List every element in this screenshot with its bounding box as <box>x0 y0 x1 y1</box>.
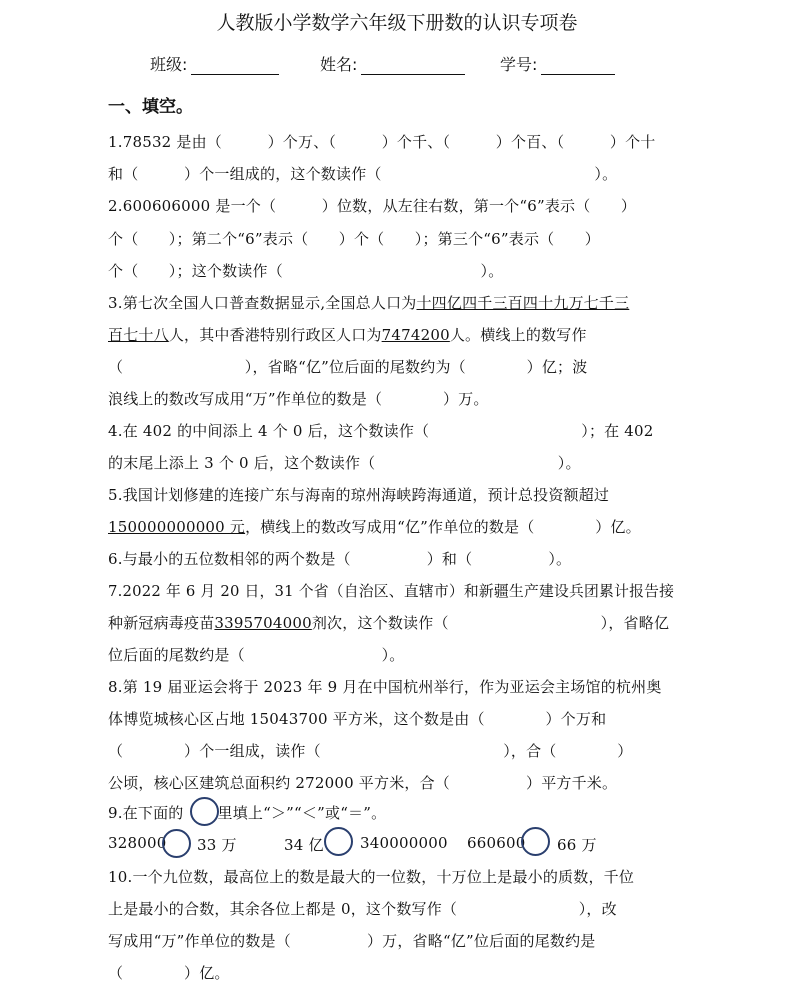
q3-text-mid: 人，其中香港特别行政区人口为 <box>168 326 382 344</box>
q7-line2 <box>108 612 669 633</box>
q4-line1: 4.在 402 的中间添上 4 个 0 后，这个数读作（ ）；在 402 <box>108 422 654 440</box>
q3-line3: （ ），省略“亿”位后面的尾数约为（ ）亿；波 <box>108 358 588 376</box>
name-label: 姓名: <box>320 55 358 74</box>
q9-text-pre: 9.在下面的 <box>108 804 184 822</box>
q2-line3: 个（ ）；这个数读作（ ）。 <box>108 262 504 280</box>
example-circle <box>190 797 219 826</box>
q7-text-pre: 种新冠病毒疫苗 <box>108 614 215 632</box>
q3-line1 <box>108 292 629 313</box>
q8-line3: （ ）个一组成，读作（ ），合（ ） <box>108 742 633 760</box>
q8-line4: 公顷，核心区建筑总面积约 272000 平方米，合（ ）平方千米。 <box>108 774 618 792</box>
q9-line1 <box>108 802 386 823</box>
q5-underlined-amount: 150000000000 元 <box>108 518 246 536</box>
q3-text: 3.第七次全国人口普查数据显示,全国总人口为 <box>108 294 417 312</box>
compare-circle-c[interactable] <box>521 827 550 856</box>
q3-underlined-number-end: 百七十八 <box>108 326 169 344</box>
q2-line1: 2.600606000 是一个（ ）位数，从左往右数，第一个“6”表示（ ） <box>108 197 637 215</box>
q9-a-left: 328000 <box>108 834 167 852</box>
q7-line1: 7.2022 年 6 月 20 日，31 个省（自治区、直辖市）和新疆生产建设兵团累计报告接 <box>108 582 675 600</box>
id-field <box>500 52 615 75</box>
q7-underlined-number: 3395704000 <box>214 614 312 632</box>
compare-circle-b[interactable] <box>324 827 353 856</box>
q3-wavy-number: 7474200 <box>381 326 450 344</box>
q7-line3: 位后面的尾数约是（ ）。 <box>108 646 405 664</box>
name-blank[interactable] <box>361 56 465 75</box>
q5-line2 <box>108 516 641 537</box>
q10-line2: 上是最小的合数，其余各位上都是 0，这个数写作（ ），改 <box>108 900 617 918</box>
q4-line2: 的末尾上添上 3 个 0 后，这个数读作（ ）。 <box>108 454 581 472</box>
q6-line1: 6.与最小的五位数相邻的两个数是（ ）和（ ）。 <box>108 550 572 568</box>
q9-b-left: 34 亿 <box>284 836 324 854</box>
id-blank[interactable] <box>541 56 615 75</box>
q10-line3: 写成用“万”作单位的数是（ ）万，省略“亿”位后面的尾数约是 <box>108 932 596 950</box>
q9-a-right: 33 万 <box>197 836 237 854</box>
q9-c-right: 66 万 <box>557 836 597 854</box>
compare-circle-a[interactable] <box>162 829 191 858</box>
q8-line1: 8.第 19 届亚运会将于 2023 年 9 月在中国杭州举行，作为亚运会主场馆的杭州奥 <box>108 678 662 696</box>
q3-line2 <box>108 324 587 345</box>
name-field <box>320 52 465 75</box>
q2-line2: 个（ ）；第二个“6”表示（ ）个（ ）；第三个“6”表示（ ） <box>108 230 600 248</box>
q9-b-right: 340000000 <box>360 834 448 852</box>
q10-line1: 10.一个九位数，最高位上的数是最大的一位数，十万位上是最小的质数，千位 <box>108 868 635 886</box>
q8-line2: 体博览城核心区占地 15043700 平方米，这个数是由（ ）个万和 <box>108 710 607 728</box>
class-blank[interactable] <box>191 56 279 75</box>
q1-line2: 和（ ）个一组成的，这个数读作（ ）。 <box>108 165 618 183</box>
q1-line1: 1.78532 是由（ ）个万、（ ）个千、（ ）个百、（ ）个十 <box>108 133 656 151</box>
q3-line4: 浪线上的数改写成用“万”作单位的数是（ ）万。 <box>108 390 489 408</box>
q3-text-post: 人。横线上的数写作 <box>449 326 587 344</box>
q5-line1: 5.我国计划修建的连接广东与海南的琼州海峡跨海通道，预计总投资额超过 <box>108 486 610 504</box>
q9-c-left: 660600 <box>467 834 526 852</box>
q9-text-post: 里填上“＞”“＜”或“＝”。 <box>217 804 387 822</box>
class-field <box>150 52 279 75</box>
class-label: 班级: <box>150 55 188 74</box>
q10-line4: （ ）亿。 <box>108 964 230 982</box>
section-title: 一、填空。 <box>108 97 193 117</box>
id-label: 学号: <box>500 55 538 74</box>
q7-text-post: 剂次，这个数读作（ ），省略亿 <box>311 614 670 632</box>
page-title: 人教版小学数学六年级下册数的认识专项卷 <box>216 12 578 34</box>
q3-underlined-number: 十四亿四千三百四十九万七千三 <box>416 294 630 312</box>
q5-text: ，横线上的数改写成用“亿”作单位的数是（ ）亿。 <box>245 518 641 536</box>
